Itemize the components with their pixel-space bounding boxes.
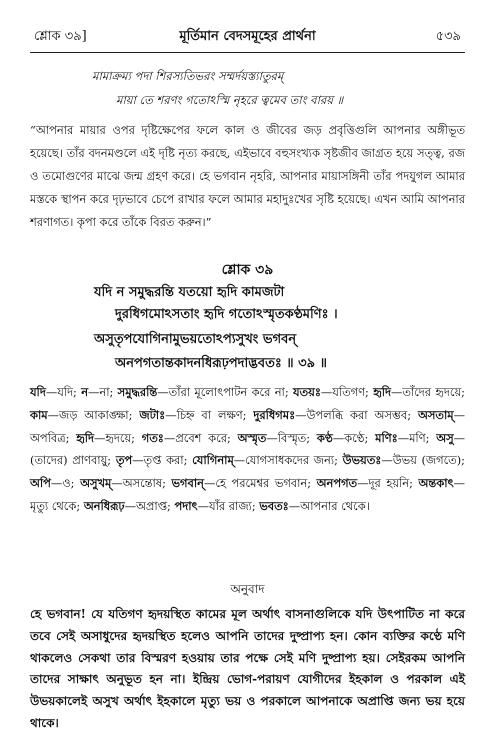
synonym-term: গতঃ bbox=[141, 430, 164, 445]
synonym-term: অসতাম্‌ bbox=[418, 407, 454, 422]
page-number: ৫৩৯ bbox=[435, 29, 461, 44]
synonym-meaning: —অপ্রাপ্ত; bbox=[124, 498, 175, 513]
header-rule bbox=[30, 52, 465, 53]
synonym-term: অনধিরূঢ় bbox=[83, 498, 125, 513]
synonym-meaning: —দূর হয়নি; bbox=[357, 476, 419, 491]
synonym-term: যোগিনাম্‌ bbox=[192, 453, 234, 468]
quote-paragraph: “আপনার মায়ার ওপর দৃষ্টিক্ষেপের ফলে কাল ও জীবের জড় প্রবৃত্তিগুলি আপনার অঙ্গীভূত হয়েছে। তাঁর বদনমণ্ডলে এই দৃষ্টি নৃত্য করছে, এইভাবে বহুসংখ্যক সৃষ্টজীব জাগ্রত হয়ে সত্ত্ব, রজ ও তমোগুণের মাঝে জন্ম গ্রহণ করে। হে ভগবান নৃহরি, আপনার মায়াসঙ্গিনী তাঁর পদযুগল আমার মস্তকে স্থাপন করে দৃঢ়ভাবে চেপে রাখার ফলে আমার মহাদুঃখের সৃষ্টি হয়েছে। এখন আমি আপনার শরণাগত। কৃপা করে তাঁকে বিরত করুন।” bbox=[30, 123, 465, 229]
synonym-meaning: —কণ্ঠে; bbox=[332, 430, 376, 445]
synonym-meaning: —মণি; bbox=[397, 430, 437, 445]
synonym-term: সমুদ্ধরন্তি bbox=[117, 385, 158, 399]
synonyms-paragraph bbox=[30, 381, 465, 518]
synonym-term: অনপগত bbox=[316, 476, 358, 491]
synonym-term: তৃপ bbox=[115, 453, 133, 468]
synonym-term: ভবতঃ bbox=[259, 498, 289, 513]
prev-verse-line-1: মামাক্রম্য পদা শিরস্যতিভরং সম্মর্দয়স্ত্যাতুরম্‌ bbox=[92, 69, 284, 83]
synonym-term: যদি bbox=[30, 385, 46, 399]
synonym-term: অস্মৃত bbox=[237, 430, 267, 445]
synonym-meaning: —যাঁর রাজ্য; bbox=[197, 498, 260, 513]
synonym-term: কণ্ঠ bbox=[316, 430, 333, 445]
synonym-term: জটাঃ bbox=[139, 407, 166, 422]
synonym-meaning: —হৃদয়ে; bbox=[93, 430, 142, 445]
synonym-meaning: —হে পরমেশ্বর ভগবান; bbox=[203, 476, 317, 491]
synonym-term: ন bbox=[81, 385, 88, 399]
verse-line-1: যদি ন সমুদ্ধরন্তি যতয়ো হৃদি কামজটা bbox=[94, 285, 285, 300]
synonym-meaning: —চিহ্ন বা লক্ষণ; bbox=[165, 407, 254, 422]
synonym-meaning: —না; bbox=[88, 385, 118, 399]
synonym-meaning: —তাঁরা মূলোৎপাটন করে না; bbox=[157, 385, 293, 399]
synonym-meaning: —জড় আকাঙ্ক্ষা; bbox=[47, 407, 140, 422]
header-verse-ref: শ্লোক ৩৯] bbox=[34, 29, 87, 44]
verse-line-3: অসুতৃপযোগিনামুভয়তোঽপ্যসুখং ভগবন্‌ bbox=[94, 332, 297, 347]
synonym-term: দুরধিগমঃ bbox=[253, 407, 296, 422]
synonym-meaning: —(তাদের) প্রাণবায়ু; bbox=[30, 430, 465, 468]
synonym-meaning: —তাঁদের হৃদয়ে; bbox=[390, 385, 465, 399]
synonym-meaning: —উভয় (জগতে); bbox=[381, 453, 465, 468]
synonym-meaning: —অপবিত্র; bbox=[30, 407, 465, 445]
synonym-meaning: —অসন্তোষ; bbox=[111, 476, 172, 491]
synonym-meaning: —বিস্মৃত; bbox=[266, 430, 317, 445]
synonym-meaning: —যোগসাধকদের জন্য; bbox=[233, 453, 343, 468]
synonym-meaning: —আপনার থেকে। bbox=[288, 498, 370, 513]
synonym-meaning: —যদি; bbox=[45, 385, 82, 399]
synonym-term: মণিঃ bbox=[375, 430, 398, 445]
prev-verse-line-2: মায়া তে শরণং গতোঽস্মি নৃহরে ত্বমেব তাং বারয় ॥ bbox=[116, 93, 344, 107]
synonym-term: হৃদি bbox=[76, 430, 94, 445]
synonym-meaning: —উপলব্ধি করা অসম্ভব; bbox=[295, 407, 419, 422]
header-title: মূর্তিমান বেদসমূহের প্রার্থনা bbox=[179, 29, 316, 44]
synonym-meaning: —মৃত্যু থেকে; bbox=[30, 476, 466, 513]
synonym-term: যতয়ঃ bbox=[293, 385, 321, 399]
synonym-term: হৃদি bbox=[373, 385, 391, 399]
synonym-term: উভয়তঃ bbox=[342, 453, 382, 468]
synonym-meaning: —ও; bbox=[50, 476, 81, 491]
synonym-term: অপি bbox=[30, 476, 51, 491]
synonym-meaning: —তৃপ্ত করা; bbox=[132, 453, 193, 468]
synonym-term: অসুখম্‌ bbox=[80, 476, 112, 491]
synonym-term: পদাৎ bbox=[174, 498, 198, 513]
synonym-meaning: —যতিগণ; bbox=[320, 385, 374, 399]
synonym-meaning: —প্রবেশ করে; bbox=[163, 430, 238, 445]
sloka-heading: শ্লোক ৩৯ bbox=[221, 262, 274, 278]
synonym-term: অন্তকাৎ bbox=[418, 476, 454, 491]
translation-heading: অনুবাদ bbox=[230, 582, 265, 596]
synonym-term: কাম bbox=[30, 407, 48, 422]
synonym-term: ভগবান্‌ bbox=[171, 476, 204, 491]
verse-line-4: অনপগতান্তকাদনধিরূঢ়পদাদ্ভবতঃ ॥ ৩৯ ॥ bbox=[115, 356, 327, 371]
synonym-term: অসু bbox=[436, 430, 454, 445]
running-header bbox=[34, 27, 461, 47]
translation-paragraph: হে ভগবান! যে যতিগণ হৃদয়স্থিত কামের মূল অর্থাৎ বাসনাগুলিকে যদি উৎপাটিত না করে তবে সেই অসাধুদের হৃদয়স্থিত হলেও আপনি তাদের দুষ্প্রাপ্য হন। কোন ব্যক্তির কণ্ঠে মণি থাকলেও সেকথা তার বিস্মরণ হওয়ায় তার পক্ষে সেই মণি দুষ্প্রাপ্য হয়। সেইরকম আপনি তাদের সাক্ষাৎ অনুভূত হন না। ইন্দ্রিয় ভোগ-পরায়ণ যোগীদের ইহকাল ও পরকাল এই উভয়কালেই অসুখ অর্থাৎ ইহকালে মৃত্যু ভয় ও পরকালে আপনাকে অপ্রাপ্তি জন্য ভয় হয়ে থাকে। bbox=[30, 607, 465, 730]
verse-line-2: দুরধিগমোঽসতাং হৃদি গতোঽস্মৃতকণ্ঠমণিঃ । bbox=[115, 307, 338, 322]
